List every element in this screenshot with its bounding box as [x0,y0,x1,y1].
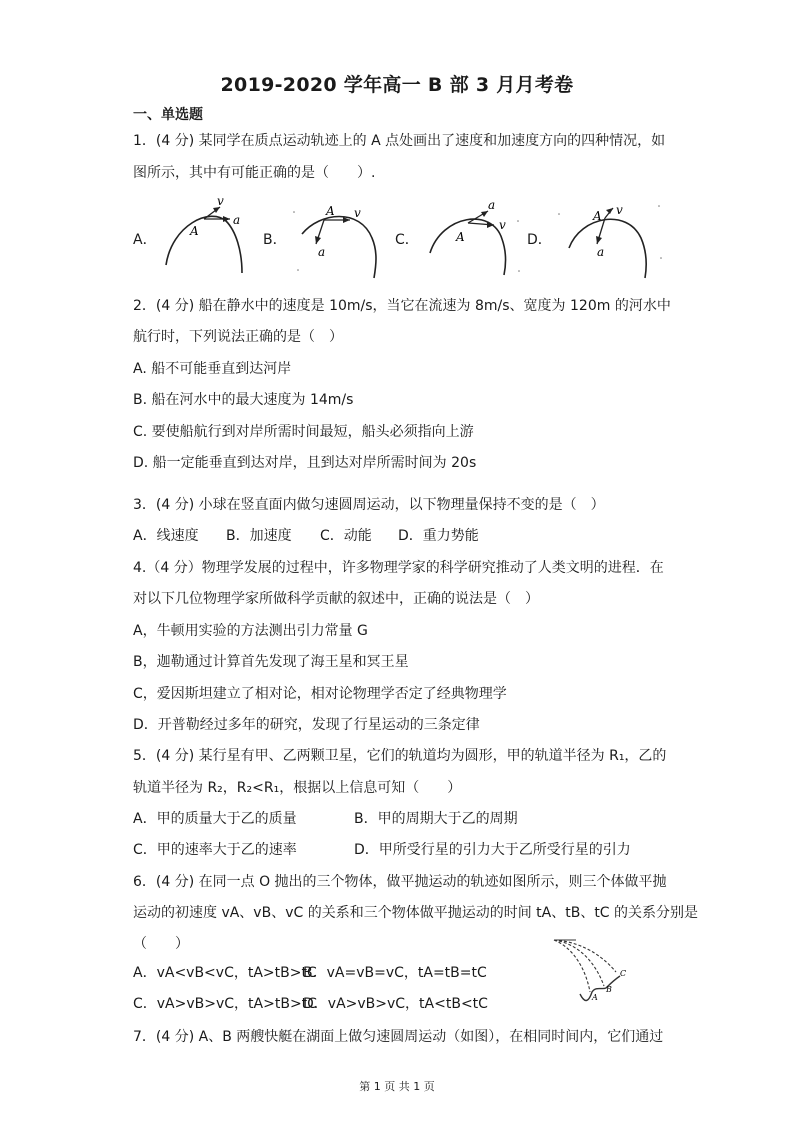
q7-stem-line1: 7．(4 分) A、B 两艘快艇在湖面上做匀速圆周运动（如图），在相同时间内，它们通过 [133,1029,664,1045]
q4-stem-line2: 对以下几位物理学家所做科学贡献的叙述中，正确的说法是（ ） [133,591,539,607]
q2-option-c: C. 要使船航行到对岸所需时间最短，船头必须指向上游 [133,424,474,440]
q4-option-c: C，爱因斯坦建立了相对论，相对论物理学否定了经典物理学 [133,686,507,702]
q6-option-b: B．vA=vB=vC，tA=tB=tC [303,965,487,981]
q2-option-a: A. 船不可能垂直到达河岸 [133,361,292,377]
q6-option-c: C．vA>vB>vC，tA>tB>tC [133,996,317,1012]
q5-option-a: A．甲的质量大于乙的质量 [133,811,297,827]
q5-option-d: D．甲所受行星的引力大于乙所受行星的引力 [354,842,631,858]
fig-label-v: v [354,206,361,220]
q4-stem-line1: 4.（4 分）物理学发展的过程中，许多物理学家的科学研究推动了人类文明的进程．在 [133,560,664,576]
q1-figure-d [555,198,665,280]
q1-figure-c [422,197,522,279]
q1-stem-line1: 1．(4 分) 某同学在质点运动轨迹上的 A 点处画出了速度和加速度方向的四种情况，如 [133,133,666,149]
q3-option-c: C．动能 [320,528,372,544]
q3-option-b: B．加速度 [226,528,292,544]
fig-label-A: A [190,224,199,238]
q5-stem-line2: 轨道半径为 R₂，R₂<R₁，根据以上信息可知（ ） [133,780,462,796]
fig-label-a: a [233,213,241,227]
q6-label-C: C [620,969,627,978]
q1-option-b-label: B． [263,232,287,248]
q4-option-d: D．开普勒经过多年的研究，发现了行星运动的三条定律 [133,717,480,733]
q2-stem-line1: 2．(4 分) 船在静水中的速度是 10m/s，当它在流速为 8m/s、宽度为 120m 的河水中 [133,298,671,314]
q1-stem-line2: 图所示，其中有可能正确的是（ ）. [133,165,376,181]
q1-figure-b [288,198,383,280]
fig-label-A: A [593,209,602,223]
q6-label-B: B [606,985,612,994]
q6-option-a: A．vA<vB<vC，tA>tB>tC [133,965,317,981]
q1-option-d-label: D． [527,232,552,248]
fig-label-a: a [488,198,496,212]
q2-option-b: B. 船在河水中的最大速度为 14m/s [133,392,354,408]
q1-figure-a [160,195,250,277]
section-heading: 一、单选题 [133,107,203,123]
fig-label-v: v [217,195,224,208]
q6-label-A: A [592,993,598,1002]
fig-label-a: a [318,245,326,259]
q5-option-b: B．甲的周期大于乙的周期 [354,811,518,827]
q3-option-d: D．重力势能 [398,528,479,544]
q3-stem: 3．(4 分) 小球在竖直面内做匀速圆周运动，以下物理量保持不变的是（ ） [133,497,605,513]
q2-option-d: D. 船一定能垂直到达对岸，且到达对岸所需时间为 20s [133,455,477,471]
q3-option-a: A．线速度 [133,528,199,544]
fig-label-A: A [326,204,335,218]
q5-option-c: C．甲的速率大于乙的速率 [133,842,297,858]
page-footer: 第 1 页 共 1 页 [359,1080,435,1093]
fig-label-v: v [616,203,623,217]
q5-stem-line1: 5．(4 分) 某行星有甲、乙两颗卫星，它们的轨道均为圆形，甲的轨道半径为 R₁，乙的 [133,748,667,764]
q6-stem-line2: 运动的初速度 vA、vB、vC 的关系和三个物体做平抛运动的时间 tA、tB、tC 的关系分别是 [133,905,699,921]
page-title: 2019-2020 学年高一 B 部 3 月月考卷 [220,74,574,96]
q6-option-d: D．vA>vB>vC，tA<tB<tC [303,996,488,1012]
q6-stem-line3: （ ） [133,936,189,952]
q6-trajectory-figure [546,930,646,1010]
q1-option-a-label: A． [133,232,157,248]
fig-label-v: v [499,218,506,232]
q4-option-a: A，牛顿用实验的方法测出引力常量 G [133,623,368,639]
fig-label-a: a [597,245,605,259]
q4-option-b: B，迦勒通过计算首先发现了海王星和冥王星 [133,654,409,670]
q2-stem-line2: 航行时，下列说法正确的是（ ） [133,329,343,345]
q1-option-c-label: C． [395,232,419,248]
q6-stem-line1: 6．(4 分) 在同一点 O 抛出的三个物体，做平抛运动的轨迹如图所示，则三个体做平抛 [133,874,667,890]
fig-label-A: A [456,230,465,244]
